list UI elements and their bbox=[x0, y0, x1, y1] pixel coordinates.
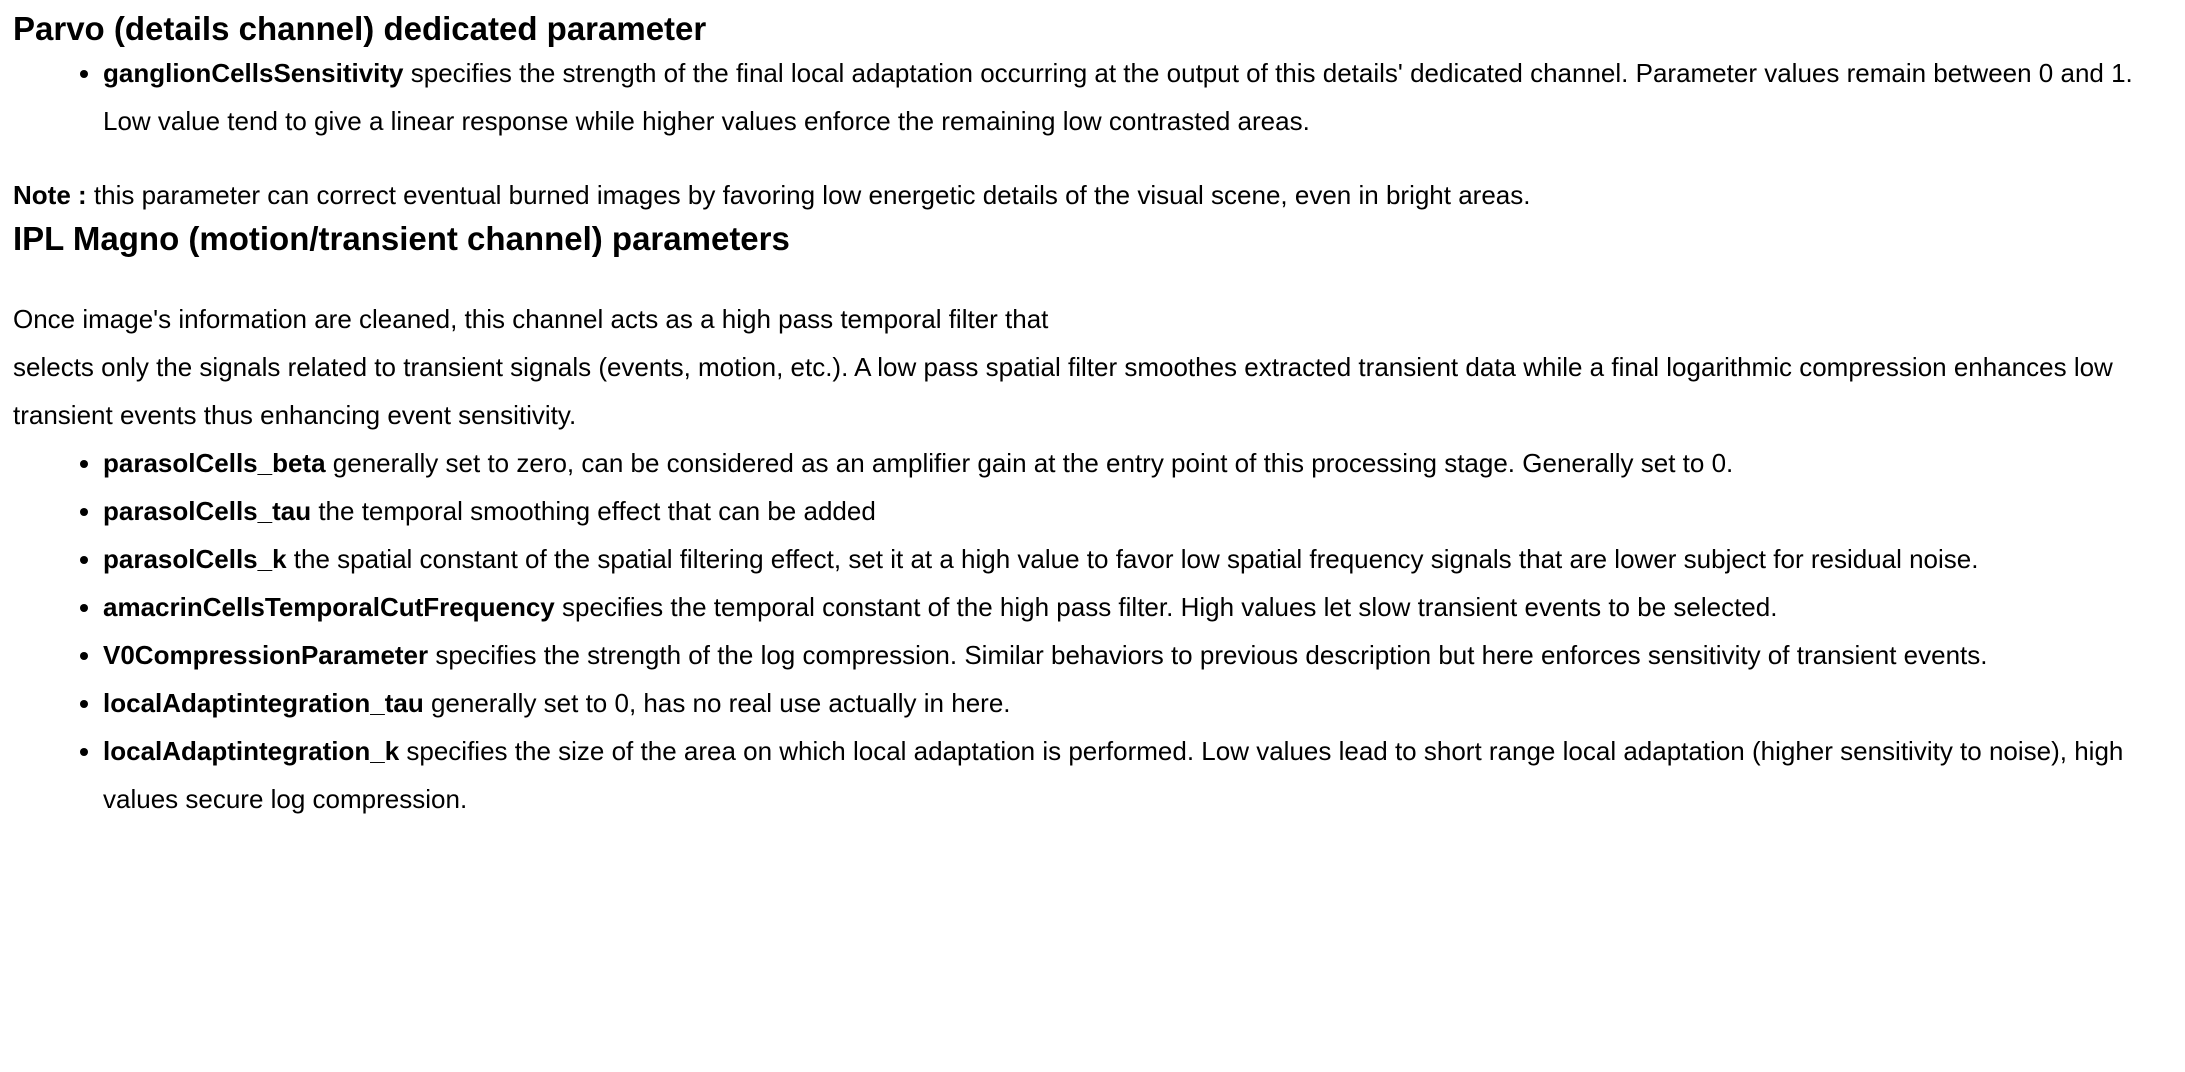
intro-continuation: selects only the signals related to transient signals (events, motion, etc.). A low pass spatial filter smoothes extracted transient data while a final logarithmic compression enhances low transient events thus enhancing event sensitivity. bbox=[13, 352, 2113, 430]
parameter-term: localAdaptintegration_tau bbox=[103, 688, 424, 718]
parameter-term: parasolCells_k bbox=[103, 544, 287, 574]
list-item-parasolcells-k bbox=[103, 535, 2155, 583]
list-item-amacrincellstemporalcutfrequency bbox=[103, 583, 2155, 631]
parameter-term: parasolCells_beta bbox=[103, 448, 326, 478]
magno-intro-paragraph bbox=[13, 295, 2155, 439]
list-item-parasolcells-tau bbox=[103, 487, 2155, 535]
list-item-ganglioncellssensitivity bbox=[103, 49, 2155, 145]
list-item-v0compressionparameter bbox=[103, 631, 2155, 679]
parameter-description: the spatial constant of the spatial filtering effect, set it at a high value to favor low spatial frequency signals that are lower subject for residual noise. bbox=[293, 544, 1979, 574]
intro-line-1: Once image's information are cleaned, this channel acts as a high pass temporal filter that bbox=[13, 304, 1049, 334]
parvo-parameter-list bbox=[13, 49, 2155, 145]
list-item-parasolcells-beta bbox=[103, 439, 2155, 487]
parameter-description: specifies the strength of the log compression. Similar behaviors to previous description but here enforces sensitivity of transient events. bbox=[435, 640, 1988, 670]
parameter-term: localAdaptintegration_k bbox=[103, 736, 400, 766]
parameter-description: specifies the temporal constant of the high pass filter. High values let slow transient events to be selected. bbox=[562, 592, 1778, 622]
note-paragraph bbox=[13, 171, 2155, 219]
parameter-term: parasolCells_tau bbox=[103, 496, 312, 526]
parameter-term: ganglionCellsSensitivity bbox=[103, 58, 404, 88]
magno-parameter-list bbox=[13, 439, 2155, 823]
parameter-description: the temporal smoothing effect that can be added bbox=[318, 496, 876, 526]
list-item-localadaptintegration-tau bbox=[103, 679, 2155, 727]
parameter-term: V0CompressionParameter bbox=[103, 640, 429, 670]
parameter-term: amacrinCellsTemporalCutFrequency bbox=[103, 592, 555, 622]
section-heading-magno: IPL Magno (motion/transient channel) parameters bbox=[13, 220, 790, 257]
parameter-description: generally set to 0, has no real use actually in here. bbox=[430, 688, 1011, 718]
parameter-description: generally set to zero, can be considered as an amplifier gain at the entry point of this processing stage. Generally set to 0. bbox=[332, 448, 1734, 478]
list-item-localadaptintegration-k bbox=[103, 727, 2155, 823]
note-text: this parameter can correct eventual burned images by favoring low energetic details of the visual scene, even in bright areas. bbox=[93, 180, 1531, 210]
parameter-description: specifies the strength of the final local adaptation occurring at the output of this details' dedicated channel. Parameter values remain between 0 and 1. Low value tend to give a linear response while higher values enforce the remaining low contrasted areas. bbox=[103, 58, 2133, 136]
note-label: Note : bbox=[13, 180, 87, 210]
parameter-description: specifies the size of the area on which local adaptation is performed. Low values lead to short range local adaptation (higher sensitivity to noise), high values secure log compression. bbox=[103, 736, 2124, 814]
section-heading-parvo: Parvo (details channel) dedicated parameter bbox=[13, 10, 707, 47]
